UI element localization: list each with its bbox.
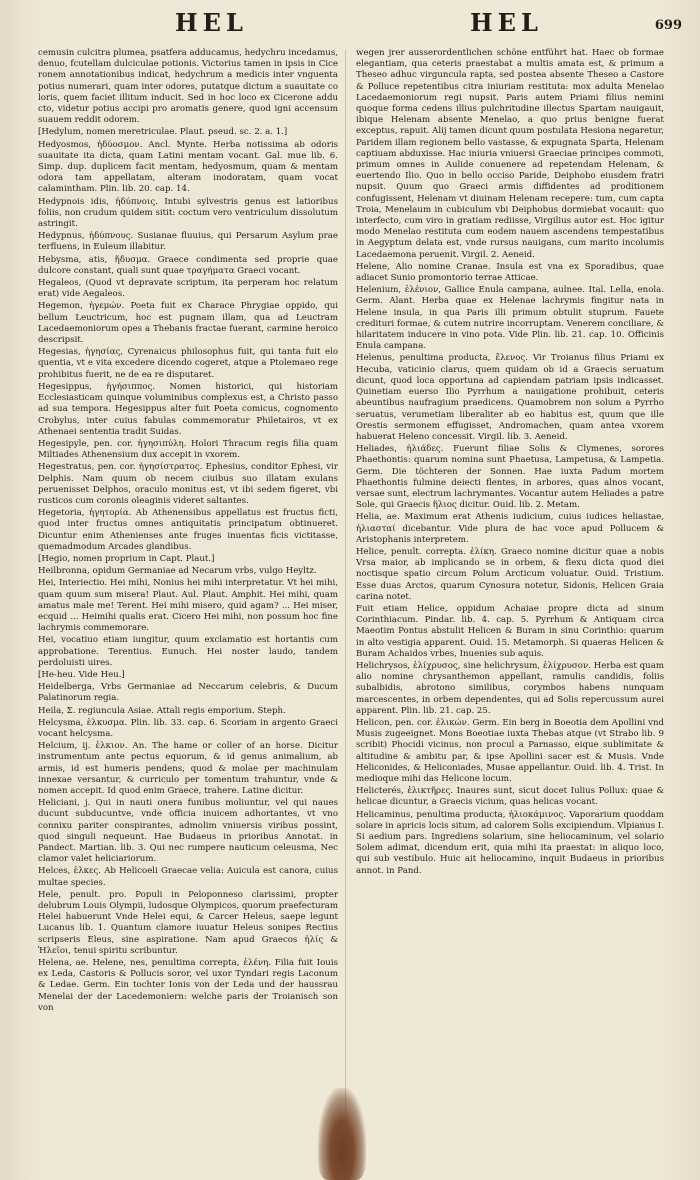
dictionary-entry: Heliades, ἡλιάδες. Fuerunt filiae Solis & Clymenes, sorores Phaethontis: quarum nomina sunt Phaetusa, Lampetusa, & Lampetia. Germ. Die töchteren der Sonnen. Hae iuxta Padum mortem Phaethontis fulmine deiecti flentes, in arbores, quas alnos vocant, versae sunt, electrum lachrymantes. Vocantur autem Heliades a patre Sole, qui Graecis ἥλιος dicitur. Ouid. lib. 2. Metam. xyxy=(356,444,664,511)
dictionary-entry: Hei, Interiectio. Hei mihi, Nonius hei mihi interpretatur. Vt hei mihi, quam quum sum misera! Plaut. Aul. Plaut. Amphit. Hei mihi, quam amatus male me! Terent. Hei mihi misero, quid agam? ... Hei miser, ecquid ... Heimihi qualis erat. Cicero Hei mihi, non possum hoc fine lachrymis commemorare. xyxy=(38,578,338,634)
running-head-left: HEL xyxy=(175,8,248,37)
dictionary-entry: Heila, Σ. regiuncula Asiae. Attali regis emporium. Steph. xyxy=(38,705,286,716)
dictionary-entry: Hebysma, atis, ἥδυσμα. Graece condimenta sed proprie quae dulcore constant, quali sunt quae τραγήματα Graeci vocant. xyxy=(38,254,338,276)
dictionary-entry: Helces, ἑλκες. Ab Helicoeli Graecae velia: Auicula est canora, cuius multae species. xyxy=(38,866,338,888)
dictionary-entry: Hegesipyle, pen. cor. ἡγησιπύλη. Holori Thracum regis filia quam Miltiades Athenensium dux accepit in vxorem. xyxy=(38,438,338,461)
dictionary-entry: Hegesias, ἡγησίας, Cyrenaicus philosophus fuit, qui tanta fuit elo quentia, vt e vita excedere dicendo cogeret, atque a Ptolemaeo rege prohibitus fuerit, ne de ea re disputaret. xyxy=(38,347,338,380)
dictionary-entry: [Hedylum, nomen meretriculae. Plaut. pseud. sc. 2. a. 1.] xyxy=(38,127,288,138)
dictionary-entry: Heilbronna, opidum Germaniae ad Necarum vrbs, vulgo Heyltz. xyxy=(38,566,317,577)
dictionary-entry: Heidelberga, Vrbs Germaniae ad Neccarum celebris, & Ducum Palatinorum regia. xyxy=(38,682,338,704)
left-column xyxy=(38,48,338,1166)
dictionary-entry: Hegemon, ἡγεμών. Poeta fuit ex Charace Phrygiae oppido, qui bellum Leuctricum, hoc est pugnam illam, qua ad Leuctram Lacedaemoniorum opes a Thebanis fractae fuerant, carmine heroico descripsit. xyxy=(38,301,338,346)
dictionary-entry: Hegetoria, ἡγητορία. Ab Athenensibus appellatus est fructus ficti, quod inter fructus omnes antiquitatis principatum obtinueret. Dicuntur enim Athenienses ante fruges inuentas ficis victitasse, quemadmodum Arcades glandibus. xyxy=(38,508,338,552)
dictionary-entry: wegen jrer ausserordentlichen schöne entführt hat. Haec ob formae elegantiam, qua ceteris praestabat a multis amata est, & primum a Theseo adhuc virguncula rapta, sed postea absente Theseo a Castore & Polluce repetentibus citra iniuriam restituta: mox adulta Menelao Lacedaemoniorum regi nupsit. Paris autem Priami filius nemini quoque forma cedens illius pulchritudine illectus Spartam nauigauit, ibique Helenam absente Menelao, a quo prius benigne fuerat exceptus, rapuit. Alij tamen dicunt quum postulata Hesiona negaretur, Paridem illam regionem bello vastasse, & expugnata Sparta, Helenam captiuam abduxisse. Hac iniuria vniuersi Graeciae principes commoti, primum omnes in Aulide conuenere ad repetendam Helenam, & euertendo Ilio. Quo in bello occiso Paride, Deiphobo eiusdem fratri nupsit. Quum quo Graeci armis diffidentes ad proditionem confugissent, Helenam vt diuinam Helenam recepere: tum, cum capta Troia, Menelaum in cubiculum vbi Deiphobus dormiebat vocauit: quo interfecto, cum viro in gratiam rediisse, Virgilius autor est. Hoc igitur modo Menelao restituta cum eodem nauem ascendens tempestatibus in Aegyptum delata est, vnde rursus nauigans, cum marito incolumis Lacedaemona peruenit. Virgil. 2. Aeneid. xyxy=(356,48,664,260)
right-column xyxy=(356,48,664,1166)
dictionary-entry: Helenium, ἑλένιον, Gallice Enula campana, aulnee. Ital. Lella, enola. Germ. Alant. Herba quae ex Helenae lachrymis fingitur nata in Helene insula, in qua Paris illi primum obtulit stuprum. Fauete credituri formae, & cutem nutrire incorruptam. Venerem conciliare, & hilaritatem inducere in vino pota. Vide Plin. lib. 21. cap. 10. Officinis Enula campana. xyxy=(356,285,664,352)
dictionary-entry: Hegestratus, pen. cor. ἡγησίστρατος. Ephesius, conditor Ephesi, vir Delphis. Nam quum ob necem ciuibus suo illatam exulans peruenisset Delphos, oraculo monitus est, vt ibi sedem figeret, vbi rusticos cum coronis oleaginis videret saltantes. xyxy=(38,462,338,506)
dictionary-entry: Hegaleos, (Quod vt depravate scriptum, ita perperam hoc relatum erat) vide Aegaleos. xyxy=(38,278,338,300)
dictionary-entry: Helice, penult. correpta. ἑλίκη. Graeco nomine dicitur quae a nobis Vrsa maior, ab implicando se in orbem, & flexu dicta quod diei noctisque spatio circum Polum Arcticum voluatur. Ouid. Tristium. Esse duas Arctos, quarum Cynosura notetur, Sidonis, Helicen Graia carina notet. xyxy=(356,546,664,602)
dictionary-entry: Helene, Alio nomine Cranae. Insula est vna ex Sporadibus, quae adiacet Sunio promontorio terrae Atticae. xyxy=(356,261,664,284)
dictionary-entry: Helcysma, ἑλκυσμα. Plin. lib. 33. cap. 6. Scoriam in argento Graeci vocant helcysma. xyxy=(38,717,338,739)
dictionary-entry: Hedypnois idis, ἡδύπνοις. Intubi sylvestris genus est latioribus foliis, non crudum quidem sitit: coctum vero ventriculum dissolutum astringit. xyxy=(38,196,338,230)
dictionary-entry: [He-heu. Vide Heu.] xyxy=(38,669,125,680)
dictionary-entry: Heliciani, j. Qui in nauti onera funibus moliuntur, vel qui naues ducunt subducuntve, vnde officia inuicem adhortantes, vt vno connixu pariter conspirantes, admolim vniuersis viribus possint, quod singuli nequeunt. Hae Budaeus in prioribus Annotat. in Pandect. Martian. lib. 3. Qui nec rumpere nauticum celeusma, Nec clamor valet heliciariorum. xyxy=(38,798,338,865)
dictionary-entry: Helicterés, ἑλικτῆρες. Inaures sunt, sicut docet Iulius Pollux: quae & helicae dicuntur, a Graecis vicium, quas helicas vocant. xyxy=(356,786,664,808)
ink-stain xyxy=(318,1088,366,1180)
dictionary-entry: Hei, vocatiuo etiam iungitur, quum exclamatio est hortantis cum approbatione. Terentius. Eunuch. Hei noster laudo, tandem perdoluisti uires. xyxy=(38,635,338,668)
page-number: 699 xyxy=(654,18,682,33)
dictionary-entry: Hedyosmos, ἡδύοσμον. Ancl. Mynte. Herba notissima ab odoris suauitate ita dicta, quam Latini mentam vocant. Gal. mue lib. 6. Simp. dup. duplicem facit mentam, hedyosmum, quam & mentam odora tam appellatam, alteram inodoratam, quam vocat calamintham. Plin. lib. 20. cap. 14. xyxy=(38,139,338,195)
dictionary-entry: Helena, ae. Helene, nes, penultima correpta, ἑλένη. Filia fuit Iouis ex Leda, Castoris & Pollucis soror, vel uxor Tyndari regis Laconum & Ledae. Germ. Ein tochter Ionis von der Leda und der haussrau Menelai der der Lacedemoniern: welche paris der Troianisch son von xyxy=(38,958,338,1013)
running-head-right: HEL xyxy=(470,8,543,37)
column-divider xyxy=(345,50,346,1160)
dictionary-entry: Helicon, pen. cor. ἑλικών. Germ. Ein berg in Boeotia dem Apollini vnd Musis zugeeignet. Mons Boeotiae iuxta Thebas atque (vt Strabo lib. 9 scribit) Phocidi vicinus, non procul a Parnasso, eique sublimitate & altitudine & ambitu par, & ipse Apollini sacer est & Musis. Vnde Heliconides, & Heliconiades, Musae appellantur. Ouid. lib. 4. Trist. In medioque mihi das Helicone locum. xyxy=(356,717,664,784)
dictionary-entry: [Hegio, nomen proprium in Capt. Plaut.] xyxy=(38,553,215,564)
dictionary-entry: Hele, penult. pro. Populi in Peloponneso clarissimi, propter delubrum Louis Olympii, ludosque Olympicos, quorum praefecturam Helei habuerunt Vnde Helei equi, & Carcer Heleus, saepe legunt Lucanus lib. 1. Quantum clamore iuuatur Heleus sonipes Rectius scripseris Eleus, sine aspiratione. Nam apud Graecos ἠλίς & Ἠλεῖοι, tenui spiritu scribuntur. xyxy=(38,889,338,956)
dictionary-entry: Fuit etiam Helice, oppidum Achaiae propre dicta ad sinum Corinthiacum. Pindar. lib. 4. cap. 5. Pyrrhum & Antiquam circa Maeotim Pontus abstulit Helicen & Buram in sinu Corinthio: quarum in alto vestigia apparent. Ouid. 15. Metamorph. Si quaeras Helicen & Buram Achaidos vrbes, Inuenies sub aquis. xyxy=(356,603,664,659)
dictionary-entry: cemusin culcitra plumea, psatfera adducamus, hedychru incedamus, denuo, fcutellam dulciculae potionis. Victorius tamen in ipsis in Cice ronem annotationibus indicat, hedychrum a medicis inter vnguenta potius numerari, quam inter odores, putatque dictum a suauitate co loris, quem faciet illitum inducit. Sed in hoc loco ex Cicerone addu cto, videtur potius accipi pro aromatis genere, quod igni accensum suauem reddit odorem. xyxy=(38,48,338,126)
dictionary-entry: Hegesippus, ἡγήσιππος. Nomen historici, qui historiam Ecclesiasticam quinque voluminibus complexus est, a Christo passo ad sua tempora. Hegesippus alter fuit Poeta comicus, cognomento Crobylus, inter cuius fabulas commemoratur Philetairos, vt ex Athenaei sententia tradit Suidas. xyxy=(38,381,338,437)
dictionary-entry: Helia, ae. Maximum erat Athenis iudicium, cuius iudices heliastae, ἡλιασταί dicebantur. Vide plura de hac voce apud Pollucem & Aristophanis interpretem. xyxy=(356,512,664,545)
dictionary-entry: Helichrysos, ἑλίχρυσος, sine helichrysum, ἑλίχρυσον. Herba est quam alio nomine chrysanthemon appellant, ramulis candidis, foliis subalbidis, abrotono similibus, corymbos habens nunquam marcescentes, in orbem dependentes, qui ad Solis repercussum aurei apparent. Plin. lib. 21. cap. 25. xyxy=(356,660,664,716)
dictionary-entry: Helcium, ij. ἑλκιον. An. The hame or coller of an horse. Dicitur instrumentum ante pectus equorum, & id genus animalium, ab armis, id est humeris pendens, quod & molae per machinulam innexae versantur, & curriculo per tomentum trahuntur, vnde & nomen accepit. Id quod enim Graece, trahere. Latine dicitur. xyxy=(38,741,338,796)
dictionary-entry: Helicaminus, penultima producta, ἡλιοκάμινος. Vaporarium quoddam solare in apricis locis situm, ad calorem Solis excipiendum. Vlpianus I. Si aedium pars. Ingrediens solarium, sine heliocaminum, vel solario Solem adimat, dicendum erit, quia mihi ita praestat: in aliquo loco, qui sub vestibulo. Huic ait heliocamino, inquit Budaeus in prioribus annot. in Pand. xyxy=(356,809,664,876)
dictionary-entry: Helenus, penultima producta, ἕλενος. Vir Troianus filius Priami ex Hecuba, vaticinio clarus, quem quidam ob id a Graecis seruatum dicunt, quod loca opportuna ad capiendam patriam ipsis indicasset. Quinetiam euerso Ilio Pyrrhum a nauigatione prohibuit, ceteris abeuntibus naufragium praedicens. Quamobrem non solum a Pyrrho seruatus, verumetiam liberaliter ab eo habitus est, quum que ille Orestis sermonem effugisset, Andromachen, quam antea vxorem habuerat Heleno concessit. Virgil. lib. 3. Aeneid. xyxy=(356,353,664,442)
dictionary-entry: Hedypnus, ἡδύπνους. Susianae fluuius, qui Persarum Asylum prae terfluens, in Euleum illabitur. xyxy=(38,231,338,253)
